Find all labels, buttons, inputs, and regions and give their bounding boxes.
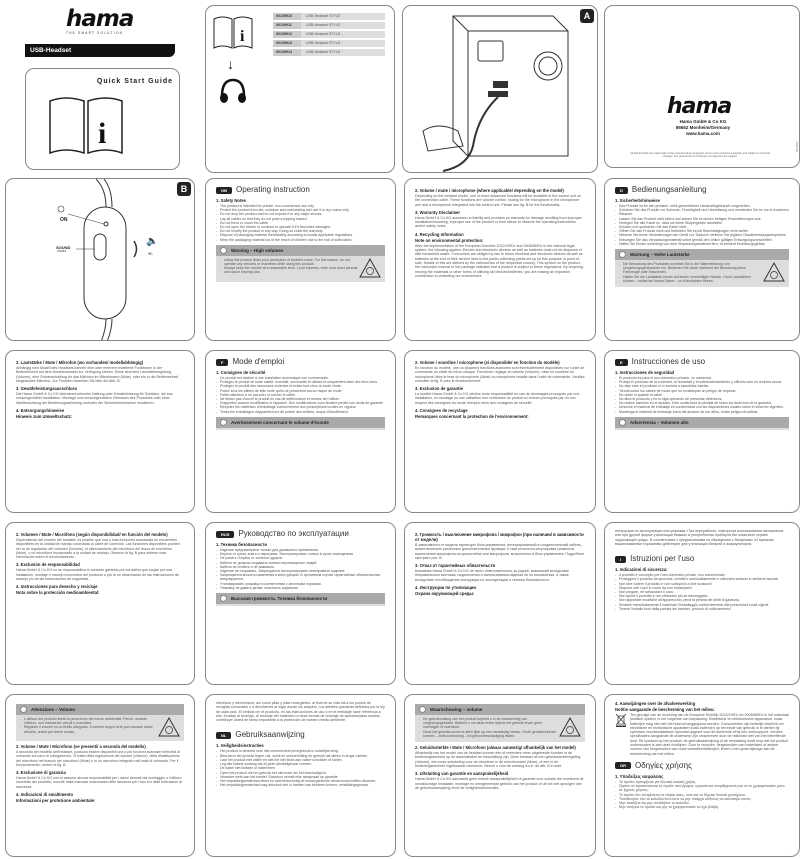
control-unit-illustration	[6, 179, 195, 341]
es-continued-panel	[5, 522, 195, 685]
list-item: - No realice cambios en el aparato. Esto conllevaría la pérdida de todos los derechos de la garantía.	[615, 401, 789, 405]
language-badge: F	[216, 359, 228, 366]
es-instructions-panel	[604, 350, 800, 513]
warning-box	[216, 417, 385, 430]
section-heading: 2. Volume / Mute / Microfono (se presenti/ a seconda del modello)	[16, 744, 146, 749]
list-item: - Non piegare, né schiacciare il cavo.	[615, 590, 789, 594]
nl-instructions-panel	[205, 694, 396, 857]
paragraph: Dependiendo del modelo del headset, es posible que una o más funciones avanzadas se encuentren disponibles en la unidad de manejo conectada al cable de conexión. Las funciones disponibles pueden ser la de regulación del volumen (Volume), el silenciamiento del micrófono del brazo de micrófono (Mute), o un micrófono incorporado a la unidad de manejo. Observe la fig. B para obtener más información sobre el funcionamiento.	[16, 538, 180, 560]
warning-box	[16, 704, 184, 741]
paragraph: La société Hama GmbH & Co KG décline toute responsabilité en cas de dommages provoqués par une installation, un montage ou une utilisation non conformes du produit ou encore provoqués par un non respect des consignes du mode d'emploi et/ou des consignes de sécurité.	[415, 392, 580, 405]
model-name: USB-Headset STYLE	[306, 32, 341, 36]
list-item: - Беречь от грязи, влаги и перегрева. Эксплуатировать только в сухих помещениях.	[216, 552, 385, 556]
section-heading: 3. Uitsluiting van garantie en aansprakelijkheid	[415, 771, 509, 777]
section-title: Istruzioni per l'uso	[630, 554, 695, 564]
list-item: - Using this product limits your perception of ambient noise. For this reason, do not operate any vehicles or machines while using this product.	[220, 258, 359, 266]
warning-title: Attenzione – Volume	[31, 707, 75, 712]
language-badge: E	[615, 359, 628, 366]
list-item: - Do not bend or crush the cable.	[216, 221, 385, 225]
list-item: - Tienda todos los cables de modo que no constituyan un peligro de tropezar.	[615, 389, 789, 393]
section-heading: 2. Geluidssterkte / Mute / Microfoon (alwaar aanwezig/ afhankelijk van het model)	[415, 745, 576, 751]
section-title: Руководство по эксплуатации	[238, 529, 349, 538]
volume-label: +/-	[148, 251, 153, 256]
list-item: - Protégez le produit de toute saleté, humidité, surchauffe et utilisez-le uniquement dans des lieux secs.	[216, 380, 385, 384]
figure-label: B	[177, 182, 191, 196]
warning-icon	[220, 247, 227, 254]
list-item: - Не ронять. Беречь от сильных ударов.	[216, 556, 385, 560]
section-heading: 3. Exclusión de responsabilidad	[16, 562, 80, 568]
list-item: - Do not drop the product and do not expose it to any major shocks.	[216, 212, 385, 216]
section-header	[216, 529, 385, 539]
ru-continued-panel	[404, 522, 596, 685]
list-item: - Faites attention à ne pas plier ni coincer le câble.	[216, 393, 385, 397]
section-title: Mode d'emploi	[232, 357, 285, 366]
section-heading: 2. Громкость / выключение микрофона / микрофон (при наличии/ в зависимости от модели)	[415, 532, 584, 542]
section-heading: 4. Consignes de recyclage	[415, 408, 468, 414]
model-table	[273, 13, 385, 58]
company-name: Hama GmbH & Co KG	[679, 119, 727, 124]
gb-continued-panel	[404, 178, 596, 341]
list-item: - Recyclez les matériaux d'emballage conformément aux prescriptions locales en vigueur.	[216, 405, 385, 409]
list-item: - Tenere l'imballo fuori dalla portata dei bambini, pericolo di soffocamento!	[615, 607, 789, 611]
section-heading: 4. Entsorgungshinweise	[16, 408, 65, 414]
list-item: - Do not open the device or continue to operate it if it becomes damaged.	[216, 225, 385, 229]
section-title: Οδηγίες χρήσης	[635, 760, 692, 770]
list-item: - Laat het product niet vallen en stel het niet bloot aan zware schokken of stoten.	[216, 758, 385, 762]
safety-heading: 1. Indicazioni di sicurezza:	[615, 567, 668, 573]
section-heading: 4. Recycling Information	[415, 231, 464, 237]
list-item: - Nehmen Sie keine Veränderungen am Gerät vor. Dadurch verlieren Sie jegliche Gewährleistungsansprüche.	[615, 233, 789, 237]
model-row	[273, 40, 385, 47]
paragraph: Depending on the headset model, one or more advanced functions will be available in the control unit on the connection cable. These functions are volume control, muting for the microphone in the microphone arm and a microphone integrated into the control unit. Please see fig. B for the functionality.	[415, 194, 581, 207]
list-item: - Knicken und quetschen Sie das Kabel nicht.	[615, 225, 789, 229]
language-badge: I	[615, 556, 626, 563]
paragraph: Abhängig vom Modell des Headsets können eine oder mehrere erweiterte Funktionen in der Bedieneinheit auf dem Anschlusskabel zur Verfügung stehen. Diese sind eine Lautstärkeregelung (Volume), eine Stummschaltung für das Mikrofon im Mikrofonarm (Mute), oder ein in die Bedieneinheit eingebautes Mikrofon. Zur Funktion beachten Sie bitte die Abb. B.	[16, 366, 179, 383]
date-code: 06.2017	[795, 141, 799, 152]
list-item: - No doble ni aplaste el cable.	[615, 393, 789, 397]
list-item: - No abra el producto y no lo siga operando de presentar deterioros.	[615, 397, 789, 401]
warning-icon	[419, 706, 426, 713]
warning-title: Warnung – Hohe Lautstärke	[630, 252, 690, 258]
product-title-bar: USB-Headset	[25, 44, 175, 57]
list-item: - Proteja el producto de la suciedad, la humedad y el sobrecalentamiento y utilícelo sólo en recintos secos.	[615, 380, 789, 384]
list-item: - Il prodotto è concepito per l'uso domestico privato, non commerciale.	[615, 573, 789, 577]
list-item: - De kabel niet knikken of inklemmen.	[216, 766, 385, 770]
model-name: USB-Headset STYLE	[306, 14, 341, 18]
section-title: Operating instruction	[236, 185, 310, 194]
list-item: - Halten Sie die Lautstärke immer auf einem vernünftigen Niveau. Hohe Lautstärken können – selbst bei kurzer Dauer – zu Hörschäden führen.	[619, 275, 763, 283]
list-item: - Non fare cadere il prodotto e non sottoporlo a forti scossoni!	[615, 582, 789, 586]
hearing-warning-icon	[158, 717, 180, 737]
section-subheading: Hinweis zum Umweltschutz:	[16, 414, 73, 420]
safety-heading: 1. Consignes de sécurité	[216, 370, 266, 375]
list-item: - Mantenga el material de embalaje fuera del alcance de los niños, existe peligro de asfixia.	[615, 410, 789, 414]
safety-heading: 1. Veiligheidsinstructies	[216, 743, 264, 749]
section-title: Gebruiksaanwijzing	[235, 730, 305, 740]
section-heading: 4. Aanwijzingen over de afvalverwerking	[615, 701, 696, 706]
paragraph: Die Hama GmbH & Co KG übernimmt keinerlei Haftung oder Gewährleistung für Schäden, die aus unsachgemäßer Installation, Montage und unsachgemäßem Gebrauch des Produktes oder einer Nichtbeachtung der Bedienungsanleitung und/oder der Sicherheitshinweise resultieren.	[16, 392, 173, 405]
safety-list	[615, 573, 789, 611]
hama-logo: hama	[66, 6, 134, 32]
section-header	[615, 185, 789, 195]
list-item: - Posez tous les câbles de telle sorte qu'ils ne présentent aucun risque de chute.	[216, 389, 385, 393]
figure-label: A	[580, 9, 594, 23]
warning-icon	[220, 595, 227, 602]
manual-small-icon	[212, 14, 254, 52]
on-label: ON	[60, 217, 68, 223]
language-badge: RUS	[216, 531, 234, 538]
list-item: - El producto es para el uso doméstico privado, no comercial.	[615, 376, 789, 380]
list-item: - Houd het geluidsvolume te allen tijde op een verstandig niveau. Grote geluidsvolumen kunnen – zelfs kortstondig – tot gehoorbeschadiging leiden.	[419, 730, 559, 738]
list-item: - Lassen Sie das Produkt nicht fallen und setzen Sie es keinen heftigen Erschütterungen aus.	[615, 217, 789, 221]
list-item: - Утилизировать упаковку в соответствии с местными нормами.	[216, 582, 385, 586]
list-item: - N'apportez aucune modification à l'appareil. Des modifications vous feraient perdre vos droits de garantie.	[216, 401, 385, 405]
guide-box	[25, 68, 180, 170]
language-badge: GR	[615, 762, 631, 769]
list-item: - Deseche el material de embalaje en conformidad con las disposiciones locales sobre el desecho vigentes.	[615, 405, 789, 409]
model-code: 00139912	[273, 31, 301, 38]
safety-heading: 1. Safety Notes	[216, 198, 247, 203]
paragraph: Afhankelijk van het model van de headset kunnen één of meerdere meer uitgebreide functies in de bedieningseenheid op de aansluitkabel ter beschikking zijn. Deze bestaan uit een geluidssterkteregeling (Volume), een mute-schakeling voor de microfoon in de microfoonarm (Mute), of een in de bedieningseenheid ingebouwde microfoon. Neemt u voor de werking a.u.b. de afb. B in acht.	[415, 751, 581, 768]
de-instructions-panel	[604, 178, 800, 341]
section-subheading: Informazioni per protezione ambientale:	[16, 798, 96, 804]
paragraph: Hama GmbH & Co KG non si assume alcuna responsabilità per i danni derivati dal montaggio o l'utilizzo incorretto del prodotto, nonché dalla mancata osservanza delle istruzioni per l'uso e/o delle indicazioni di sicurezza.	[16, 776, 182, 789]
warning-box	[615, 249, 789, 287]
list-item: - Keep the packaging material out of the reach of children due to the risk of suffocation.	[216, 238, 385, 242]
warning-box	[216, 245, 385, 282]
list-item: - Упаковку не давать детям: опасность асфиксии.	[216, 586, 385, 590]
warning-title: Avertissement concernant le volume d'écoute	[231, 419, 329, 425]
list-item: - Τοποθετήστε όλα τα καλώδια έτσι ώστε να μην υπάρχει κίνδυνος να σκοντάψει κανείς.	[615, 797, 789, 801]
safety-list	[216, 204, 385, 242]
list-item: - Bescherm het product tegen vuil, vocht en oververhitting en gebruik het alleen in droge ruimten.	[216, 754, 385, 758]
paragraph: A seconda del modello dell'headset, possono essere disponibili una o più funzioni avanzate nell'unità di comando sul cavo di collegamento. Si tratta della regolazione del volume (Volume), della disattivazione del microfono nel braccio del microfono (Mute) o in un microfono integrato nell'unità di comando. Per il funzionamento, vedere la fig. B.	[16, 750, 181, 767]
paragraph: Ten gevolge van de invoering van de Europese Richtlijn 2012/19/EU en 2006/66/EU in het nationaal juridisch system, is het volgende van toepassing: Elektrische en elektronische apparatuur, zoals batterijen mag niet met het huisvuil weggegooid worden. Consumenten zijn wettelijk verplicht om electrische en elctronische apparaten zoals batterijen op het einde van gebruik in te dienen bij openbare verzamelplaatsen speciaal opgezet voor dit doeleinde of bij een verkooppunt. Verdere specificaties aangaande dit onderwerp zijn omschreven door de nationale wet van het betreffende land. Dit symbool op het product, de gebruiksaanwijzing of de verpakking duidt erop dat het product onderworpen is aan deze richtlijnen. Door te recyclen, hergebruiken van materialen of andere vormen van hergebruiken van oude toestellen/batterijen, levert u een grote bijdrage aan de bescherming van het milieu.	[630, 713, 789, 756]
recycling-block	[615, 713, 789, 756]
warning-box	[216, 593, 385, 606]
sound-sub-label: ON/OFF	[57, 250, 67, 253]
headphones-icon	[218, 78, 248, 104]
manual-icon	[46, 93, 126, 163]
de-continued-panel	[5, 350, 195, 513]
list-item: - Verander niets aan het toestel. Daardoor vervalt elke aanspraak op garantie.	[216, 775, 385, 779]
figure-a-panel	[402, 5, 598, 173]
paragraph: В зависимости от модели гарнитуры блок управления, интегрированный в соединительный кабель, может включать различные дополнительные функции. К ним относятся регулировка громкости, выключение микрофона на кронштейне или микрофона, встроенного в блок управления. Подробнее смотрите рис. B.	[415, 543, 585, 560]
list-item: - Das Produkt ist für den privaten, nicht-gewerblichen Haushaltsgebrauch vorgesehen.	[615, 204, 789, 208]
speaker-icon: 🔈	[146, 236, 159, 247]
list-item: - Dispose of packaging material immediately according to locally applicable regulations.	[216, 233, 385, 237]
fr-continued-panel	[404, 350, 596, 513]
list-item: - Tenez les emballages d'appareils hors de portée des enfants, risque d'étouffement.	[216, 410, 385, 414]
section-header	[216, 357, 385, 367]
safety-heading: 1. Техника безопасности	[216, 542, 267, 547]
hearing-warning-icon	[763, 262, 785, 282]
sound-label: SOUND	[56, 245, 71, 250]
list-item: - Verlegen Sie alle Kabel so, dass sie keine Stolpergefahr darstellen.	[615, 221, 789, 225]
section-header	[615, 357, 789, 367]
crossed-bin-icon	[615, 713, 627, 727]
language-badge: GB	[216, 187, 232, 194]
list-item: - The product is intended for private, non-commercial use only.	[216, 204, 385, 208]
list-item: - Lay all cables so that they do not pose a tripping hazard.	[216, 217, 385, 221]
svg-text:i: i	[240, 28, 245, 45]
list-item: - Het verpakkingsmateriaal direct en overeenkomstig de lokaal geldende afvoervoorschriften afvoeren.	[216, 779, 385, 783]
section-heading: 3. Warranty Disclaimer	[415, 209, 460, 215]
model-row	[273, 22, 385, 29]
list-item: - Το προϊόν προορίζεται για ιδιωτική οικιακή χρήση.	[615, 780, 789, 784]
list-item: - Öffnen Sie das Produkt nicht und betreiben Sie es bei Beschädigungen nicht weiter.	[615, 229, 789, 233]
warning-title: Warning – High volumes	[231, 247, 284, 253]
hearing-warning-icon	[359, 258, 381, 278]
it-continued-panel	[5, 694, 195, 857]
warning-icon	[20, 706, 27, 713]
figure-b-panel	[5, 178, 195, 341]
gb-instructions-panel	[205, 178, 396, 341]
section-heading: 4. Инструкции по утилизации	[415, 585, 476, 591]
company-address: 86652 Monheim/Germany	[675, 125, 731, 130]
safety-heading: 1. Sicherheitshinweise	[615, 198, 660, 203]
list-item: - Non apportare modifiche all'apparecchio, pena la perdita dei diritti di garanzia.	[615, 598, 789, 602]
list-item: - Protégez le produit des secousses violentes et évitez tout choc ou toute chute.	[216, 384, 385, 388]
company-panel	[604, 5, 800, 168]
safety-list	[615, 780, 789, 809]
safety-list	[216, 749, 385, 787]
section-heading: 2. Volume / sourdine / microphone (si disponible/ en fonction du modèle)	[415, 360, 560, 365]
list-item: - Protect the product from dirt, moisture and overheating and use it in dry rooms only.	[216, 208, 385, 212]
section-header	[216, 185, 385, 195]
safety-list	[216, 376, 385, 414]
paragraph: Компания Hama GmbH & Co KG не несет ответственность за ущерб, возникший вследствие неправильного монтажа, подключения и использования изделия не по назначению, а также вследствие несоблюдения инструкции по эксплуатации и техники безопасности.	[415, 569, 569, 582]
safety-list	[615, 204, 789, 246]
list-item: - Proteggere il prodotto da sporcizia, umidità e surriscaldamento e utilizzarlo soltanto in ambienti asciutti.	[615, 577, 789, 581]
section-header	[615, 761, 789, 771]
nl-continued-panel	[404, 694, 596, 857]
list-item: - Open het product niet en gebruik het niet meer als het beschadigd is.	[216, 771, 385, 775]
list-item: - Ne tentez pas d'ouvrir le produit en cas de détérioration et cessez de l'utiliser.	[216, 397, 385, 401]
list-item: - Μην ανοίγετε το προϊόν και μην το χρησιμοποιείτε αν έχει βλάβη.	[615, 805, 789, 809]
list-item: - Do not modify the product in any way. Doing so voids the warranty.	[216, 229, 385, 233]
section-heading: 3. Exclusion de garantie	[415, 386, 463, 392]
list-item: - Πρέπει να προστατεύεται το προϊόν από βρομιά, υγρασία και υπερθέρμανση και να το χρησιμοποιείτε μόνο σε ξηρούς χώρους.	[615, 784, 789, 792]
section-header	[216, 730, 385, 740]
model-list-panel	[205, 5, 395, 173]
model-code: 00139913	[273, 40, 301, 47]
warning-icon	[220, 419, 227, 426]
list-item: - Кабели не должны создавать помехи перемещению людей.	[216, 561, 385, 565]
list-item: - Кабель не сгибать и не зажимать.	[216, 565, 385, 569]
company-web: www.hama.com	[686, 131, 720, 136]
safety-list	[615, 376, 789, 414]
section-heading: 2. Volume / mute / microphone (where applicable/ depending on the model)	[415, 188, 564, 193]
warning-icon	[619, 419, 626, 426]
language-badge: NL	[216, 732, 231, 739]
section-title: Instrucciones de uso	[631, 357, 706, 366]
paragraph: инструкция по эксплуатации или упаковка. При переработке, повторном использовании материалов или при другой форме утилизации бывших в употреблении приборов Вы помогаете охране окружающей среды. В соответствии с предписаниями по обращению с батареями, в Германии вышеназванные нормативы действуют для утилизации батарей и аккумуляторов.	[615, 529, 784, 546]
section-subheading: Note on environmental protection:	[415, 237, 484, 243]
model-row	[273, 31, 385, 38]
section-heading: 2. Volumen / Mute / Micrófono (según disponibilidad/ en función del modelo)	[16, 532, 168, 537]
disclaimer: All listed brands are trademarks of the corresponding companies. Errors and omissions excepted, and subject to technical changes. Our general terms of delivery and payment are applied.	[630, 152, 770, 159]
tagline: THE SMART SOLUTION	[66, 31, 124, 35]
warning-box	[615, 417, 789, 430]
safety-list	[216, 548, 385, 590]
paragraph: Hama GmbH & Co KG assumes no liability and provides no warranty for damage resulting from improper installation/mounting, improper use of the product or from failure to observe the operating instructions and/or safety notes.	[415, 215, 582, 229]
list-item: - Το προϊόν δεν επιτρέπεται να πέφτει κάτω, ούτε και να δέχεται δυνατά χτυπήματα.	[615, 793, 789, 797]
paragraph: Hama GmbH & Co KG aanvaardt geen enkele aansprakelijkheid of garantie voor schade die voortkomt uit onvakkundige installatie, montage en onreglementair gebruik van het product of uit het niet opvolgen van de gebruiksaanwijzing en/of de veiligheidsinstructies.	[415, 777, 584, 790]
section-heading: 3. Gewährleistungsausschluss	[16, 386, 78, 392]
warning-title: Advertencia – Volumen alto	[630, 419, 689, 425]
section-heading: 2. Lautstärke / Mute / Mikrofon (wo vorhanden/ modellabhängig)	[16, 360, 144, 365]
section-subheading: Notitie aangaande de bescherming van het milieu:	[615, 707, 715, 712]
safety-heading: 1. Instrucciones de seguridad	[615, 370, 675, 375]
list-item: - Halten Sie Kinder unbedingt von dem Verpackungsmaterial fern, es besteht Erstickungsgefahr.	[615, 242, 789, 246]
list-item: - Het verpakkingsmateriaal mag absoluut niet in handen van kinderen komen; verstikkingsgevaar.	[216, 783, 385, 787]
model-code: 00139910	[273, 13, 301, 20]
model-code: 00139911	[273, 22, 301, 29]
list-item: - L'utilizzo del prodotto limita la percezione dei rumori ambientali. Perciò, durante l'utilizzo, non manovrare veicoli o macchine.	[20, 717, 158, 725]
list-item: - Изделие предназначено только для домашнего применения.	[216, 548, 385, 552]
list-item: - Smaltire immediatamente il materiale d'imballaggio conformemente alle prescrizioni locali vigenti.	[615, 603, 789, 607]
gr-instructions-panel	[604, 694, 800, 857]
list-item: - Het product is bedoeld voor niet-commercieel privégebruik in huiselijke kring.	[216, 749, 385, 753]
fr-instructions-panel	[205, 350, 396, 513]
hearing-warning-icon	[559, 717, 581, 737]
list-item: - De gebruikmaking van het product beperkt u in de waarneming van omgevingsgeluiden. Bedient u om deze reden tijdens het gebruik ervan geen voertuigen of machines.	[419, 717, 559, 730]
ru-instructions-panel	[205, 522, 396, 685]
model-row	[273, 13, 385, 20]
cover-panel	[0, 0, 200, 172]
list-item: - Μην τσακίζετε και μην συνθλίβετε το καλώδιο.	[615, 801, 789, 805]
warning-box	[415, 704, 585, 742]
model-name: USB-Headset STYLE	[306, 23, 341, 27]
warning-title: Waarschuwing – volume	[430, 707, 483, 712]
paragraph: Hama GmbH & Co KG no se responsabiliza ni concede garantía por los daños que surjan por una instalación, montaje o manejo incorrectos del producto o por la no observación de las instrucciones de manejo y/o de las instrucciones de seguridad.	[16, 568, 179, 582]
paragraph: After the implementation of the European Directive 2012/19/EU and 2006/66/EU in the national legal system, the following applies: Electric and electronic devices as well as batteries must not be disposed of with household waste. Consumers are obliged by law to return electrical and electronic devices as well as batteries at the end of their service lives to the public collecting points set up for this purpose or point of sale. Details to this are defined by the national law of the respective country. This symbol on the product, the instruction manual or the package indicates that a product is subject to these regulations. By recycling, reusing the materials or other forms of utilising old devices/batteries, you are making an important contribution to protecting our environment.	[415, 243, 584, 278]
it-instructions-panel	[604, 522, 800, 685]
list-item: - Always keep the volume at a reasonable level. Loud volumes, even over short periods, can cause hearing loss.	[220, 266, 359, 274]
safety-heading: 1. Υποδείξεις ασφαλείας	[615, 773, 664, 779]
section-heading: 3. Отказ от гарантийных обязательств	[415, 563, 496, 569]
list-item: - Leg alle kabels zodanig dat zij geen struikelgevaar vormen.	[216, 762, 385, 766]
svg-text:i: i	[98, 117, 107, 150]
model-code: 00139914	[273, 49, 301, 56]
section-heading: 4. Indicazioni di smaltimento	[16, 792, 74, 798]
list-item: - Regolare il volume su un livello adeguato. Il volume troppo forte può causare danni all'udito, anche per breve durata.	[20, 725, 158, 733]
model-row	[273, 49, 385, 56]
list-item: - Die Benutzung des Produktes schränkt Sie in der Wahrnehmung von Umgebungsgeräuschen ein. Bedienen Sie daher während der Benutzung keine Fahrzeuge oder Maschinen.	[619, 262, 763, 275]
list-item: - Изделие не открывать. Запрещается эксплуатировать неисправное изделие.	[216, 569, 385, 573]
language-badge: D	[615, 187, 628, 194]
warning-title: Высокая громкость. Техника безопасности	[231, 596, 328, 602]
paragraph: eléctricos y electrónicos, así como pilas y pilas recargables, al final de su vida útil a los puntos de recogida comunales o a devolverlos al lugar donde los adquirió. Los detalles quedaran definidos por la ley de cada país. El símbolo en el producto, en las instrucciones de uso o en el embalaje hace referencia a ello. Gracias al reciclaje, al reciclaje del material o a otras formas de reciclaje de aparatos/pilas usados, contribuye Usted de forma importante a la protección de nuestro medio ambiente.	[216, 701, 385, 723]
section-subheading: Remarques concernant la protection de l'environnement:	[415, 414, 529, 420]
section-subheading: Охрана окружающей среды:	[415, 591, 475, 597]
model-name: USB-Headset STYLE	[306, 50, 341, 54]
section-title: Bedienungsanleitung	[631, 185, 707, 194]
list-item: - No deje caer el producto ni lo someta a sacudidas fuertes.	[615, 384, 789, 388]
paragraph: En fonction du modèle, une ou plusieurs fonctions avancées sont éventuellement disponibles sur l'unité de commande du câble du micro-casque. Fonctions: réglage du volume (Volume), mise en sourdine du microphone dans le bras du microphone (Mute) ou microphone installé dans l'unité de commande. Veuillez consulter la fig. B pour le fonctionnement.	[415, 366, 585, 383]
list-item: - Disporre tutti i cavi in modo da non inciamparvi.	[615, 586, 789, 590]
hama-logo: hama	[667, 94, 732, 119]
quick-start-label: Quick Start Guide	[96, 78, 173, 85]
list-item: - Entsorgen Sie das Verpackungsmaterial sofort gemäß den örtlich gültigen Entsorgungsvorschriften.	[615, 238, 789, 242]
arrow-down-icon: ↓	[227, 56, 234, 72]
section-heading: 4. Instrucciones para desecho y reciclaje	[16, 584, 98, 590]
section-subheading: Nota sobre la protección medioambiental:	[16, 590, 100, 596]
model-name: USB-Headset STYLE	[306, 41, 341, 45]
list-item: - Запрещается вносить изменения в конструкцию. В противном случае гарантийные обязательства аннулируются.	[216, 573, 385, 581]
pc-connection-illustration	[403, 6, 598, 173]
list-item: - Schützen Sie das Produkt vor Schmutz, Feuchtigkeit und Überhitzung und verwenden Sie es nur in trockenen Räumen.	[615, 208, 789, 216]
section-header	[615, 554, 789, 564]
list-item: - Non aprire il prodotto e non utilizzarlo più se danneggiato.	[615, 594, 789, 598]
warning-icon	[619, 251, 626, 258]
list-item: - Ce produit est destiné à une installation domestique non commerciale.	[216, 376, 385, 380]
section-heading: 3. Esclusione di garanzia	[16, 770, 66, 776]
